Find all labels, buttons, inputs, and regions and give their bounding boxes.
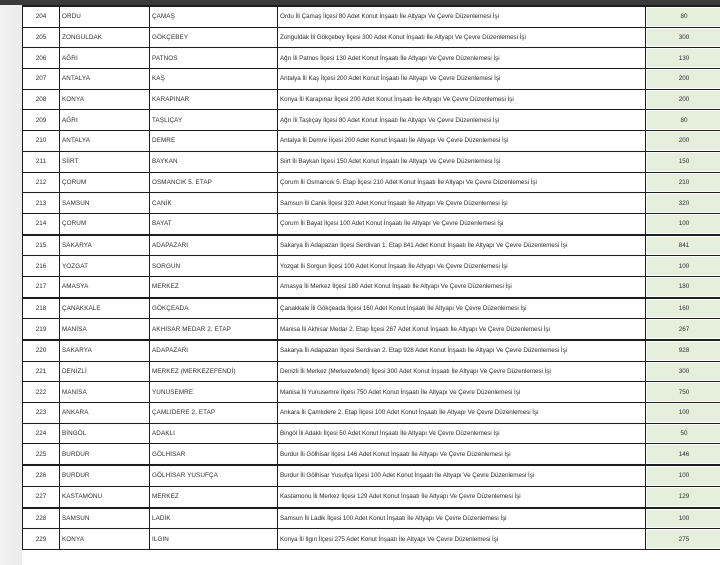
table-body [23,6,720,549]
province-cell: SİİRT [60,151,150,172]
project-description-cell: Amasya İli Merkez İlçesi 180 Adet Konut İnşaatı İle Altyapı Ve Çevre Düzenlemesi İşi [278,276,646,297]
table-row [23,27,720,48]
row-number-cell: 225 [23,444,60,465]
district-cell: AKHİSAR MEDAR 2. ETAP [150,319,278,340]
project-description-cell: Samsun İli Canik İlçesi 320 Adet Konut İnşaatı İle Altyapı Ve Çevre Düzenlemesi İşi [278,193,646,214]
housing-count-cell: 267 [646,319,720,340]
district-cell: OSMANCIK 5. ETAP [150,172,278,193]
table-row [23,131,720,152]
district-cell: MERKEZ [150,276,278,297]
province-cell: KONYA [60,89,150,110]
district-cell: GÖKÇEADA [150,298,278,319]
table-row [23,423,720,444]
housing-count-cell: 200 [646,89,720,110]
housing-count-cell: 150 [646,151,720,172]
province-cell: SAMSUN [60,193,150,214]
province-cell: DENİZLİ [60,361,150,382]
row-number-cell: 212 [23,172,60,193]
row-number-cell: 217 [23,276,60,297]
table-row [23,48,720,69]
row-number-cell: 204 [23,6,60,27]
district-cell: ADAKLI [150,423,278,444]
housing-count-cell: 300 [646,361,720,382]
housing-count-cell: 160 [646,298,720,319]
housing-count-cell: 200 [646,69,720,90]
housing-count-cell: 320 [646,193,720,214]
row-number-cell: 220 [23,340,60,361]
province-cell: ANTALYA [60,69,150,90]
row-number-cell: 219 [23,319,60,340]
table-row [23,319,720,340]
project-description-cell: Ağrı İli Taşlıçay İlçesi 80 Adet Konut İnşaatı İle Altyapı Ve Çevre Düzenlemesi İşi [278,110,646,131]
housing-count-cell: 100 [646,508,720,529]
housing-count-cell: 80 [646,110,720,131]
row-number-cell: 210 [23,131,60,152]
project-description-cell: Antalya İli Kaş İlçesi 200 Adet Konut İnşaatı İle Altyapı Ve Çevre Düzenlemesi İşi [278,69,646,90]
row-number-cell: 213 [23,193,60,214]
province-cell: SAKARYA [60,235,150,256]
district-cell: LADİK [150,508,278,529]
district-cell: CANİK [150,193,278,214]
table-row [23,110,720,131]
row-number-cell: 207 [23,69,60,90]
page-margin [0,5,22,565]
housing-count-cell: 210 [646,172,720,193]
housing-count-cell: 100 [646,403,720,424]
housing-count-cell: 130 [646,48,720,69]
district-cell: MERKEZ [150,486,278,507]
project-description-cell: Konya İli Karapınar İlçesi 200 Adet Konut İnşaatı İle Altyapı Ve Çevre Düzenlemesi İşi [278,89,646,110]
row-number-cell: 209 [23,110,60,131]
project-description-cell: Bingöl İli Adaklı İlçesi 50 Adet Konut İnşaatı İle Altyapı Ve Çevre Düzenlemesi İşi [278,423,646,444]
province-cell: ZONGULDAK [60,27,150,48]
housing-count-cell: 50 [646,423,720,444]
province-cell: MANİSA [60,319,150,340]
row-number-cell: 206 [23,48,60,69]
row-number-cell: 215 [23,235,60,256]
district-cell: DEMRE [150,131,278,152]
row-number-cell: 229 [23,529,60,550]
province-cell: KONYA [60,529,150,550]
table-row [23,361,720,382]
province-cell: ÇORUM [60,172,150,193]
table-row [23,193,720,214]
document-sheet [22,5,720,565]
table-row [23,340,720,361]
table-row [23,213,720,234]
housing-count-cell: 146 [646,444,720,465]
table-row [23,256,720,277]
district-cell: SORGUN [150,256,278,277]
row-number-cell: 211 [23,151,60,172]
table-row [23,89,720,110]
project-description-cell: Denizli İli Merkez (Merkezefendi) İlçesi 300 Adet Konut İnşaatı İle Altyapı Ve Çevre Düzenlemesi İşi [278,361,646,382]
row-number-cell: 205 [23,27,60,48]
province-cell: ÇORUM [60,213,150,234]
province-cell: MANİSA [60,382,150,403]
project-description-cell: Çanakkale İli Gökçeada İlçesi 160 Adet Konut İnşaatı İle Altyapı Ve Çevre Düzenlemesi İşi [278,298,646,319]
district-cell: ADAPAZARI [150,340,278,361]
table-row [23,298,720,319]
housing-count-cell: 750 [646,382,720,403]
province-cell: SAMSUN [60,508,150,529]
table-row [23,444,720,465]
province-cell: ÇANAKKALE [60,298,150,319]
project-description-cell: Çorum İli Osmancık 5. Etap İlçesi 210 Adet Konut İnşaatı İle Altyapı Ve Çevre Düzenlemesi İşi [278,172,646,193]
row-number-cell: 221 [23,361,60,382]
housing-count-cell: 100 [646,256,720,277]
row-number-cell: 223 [23,403,60,424]
district-cell: MERKEZ (MERKEZEFENDİ) [150,361,278,382]
district-cell: GÖKÇEBEY [150,27,278,48]
project-description-cell: Konya İli Ilgın İlçesi 275 Adet Konut İnşaatı İle Altyapı Ve Çevre Düzenlemesi İşi [278,529,646,550]
project-description-cell: Yozgat İli Sorgun İlçesi 100 Adet Konut İnşaatı İle Altyapı Ve Çevre Düzenlemesi İşi [278,256,646,277]
province-cell: AĞRI [60,48,150,69]
housing-count-cell: 129 [646,486,720,507]
table-row [23,151,720,172]
district-cell: YUNUSEMRE [150,382,278,403]
province-cell: SAKARYA [60,340,150,361]
project-description-cell: Burdur İli Gölhisar İlçesi 146 Adet Konut İnşaatı İle Altyapı Ve Çevre Düzenlemesi İşi [278,444,646,465]
row-number-cell: 214 [23,213,60,234]
row-number-cell: 227 [23,486,60,507]
housing-count-cell: 100 [646,213,720,234]
district-cell: TAŞLIÇAY [150,110,278,131]
province-cell: ORDU [60,6,150,27]
housing-count-cell: 275 [646,529,720,550]
project-description-cell: Ankara İli Çamlıdere 2. Etap İlçesi 100 Adet Konut İnşaatı İle Altyapı Ve Çevre Düzenlemesi İşi [278,403,646,424]
project-description-cell: Sakarya İli Adapazarı İlçesi Serdivan 1. Etap 841 Adet Konut İnşaatı İle Altyapı Ve Çevre Düzenlemesi İşi [278,235,646,256]
project-description-cell: Siirt İli Baykan İlçesi 150 Adet Konut İnşaatı İle Altyapı Ve Çevre Düzenlemesi İşi [278,151,646,172]
row-number-cell: 224 [23,423,60,444]
table-row [23,508,720,529]
row-number-cell: 218 [23,298,60,319]
district-cell: ÇAMAŞ [150,6,278,27]
housing-count-cell: 100 [646,465,720,486]
table-row [23,6,720,27]
district-cell: PATNOS [150,48,278,69]
project-description-cell: Manisa İli Akhisar Medar 2. Etap İlçesi 267 Adet Konut İnşaatı İle Altyapı Ve Çevre Düzenlemesi İşi [278,319,646,340]
district-cell: BAYKAN [150,151,278,172]
project-description-cell: Burdur İli Gölhisar Yusufça İlçesi 100 Adet Konut İnşaatı İle Altyapı Ve Çevre Düzenlemesi İşi [278,465,646,486]
row-number-cell: 208 [23,89,60,110]
table-row [23,403,720,424]
row-number-cell: 216 [23,256,60,277]
table-row [23,529,720,550]
housing-count-cell: 80 [646,6,720,27]
table-row [23,69,720,90]
district-cell: GÖLHİSAR YUSUFÇA [150,465,278,486]
province-cell: KASTAMONU [60,486,150,507]
province-cell: ANKARA [60,403,150,424]
district-cell: KAŞ [150,69,278,90]
district-cell: BAYAT [150,213,278,234]
district-cell: ILGIN [150,529,278,550]
housing-count-cell: 180 [646,276,720,297]
housing-projects-table [22,5,720,550]
table-row [23,382,720,403]
province-cell: BURDUR [60,465,150,486]
district-cell: KARAPINAR [150,89,278,110]
province-cell: BİNGÖL [60,423,150,444]
project-description-cell: Samsun İli Ladik İlçesi 100 Adet Konut İnşaatı İle Altyapı Ve Çevre Düzenlemesi İşi [278,508,646,529]
table-row [23,486,720,507]
province-cell: ANTALYA [60,131,150,152]
housing-count-cell: 841 [646,235,720,256]
project-description-cell: Sakarya İli Adapazarı İlçesi Serdivan 2. Etap 928 Adet Konut İnşaatı İle Altyapı Ve Çevre Düzenlemesi İşi [278,340,646,361]
district-cell: ÇAMLIDERE 2. ETAP [150,403,278,424]
province-cell: AĞRI [60,110,150,131]
district-cell: GÖLHİSAR [150,444,278,465]
project-description-cell: Antalya İli Demre İlçesi 200 Adet Konut İnşaatı İle Altyapı Ve Çevre Düzenlemesi İşi [278,131,646,152]
row-number-cell: 222 [23,382,60,403]
province-cell: YOZGAT [60,256,150,277]
project-description-cell: Ağrı İli Patnos İlçesi 130 Adet Konut İnşaatı İle Altyapı Ve Çevre Düzenlemesi İşi [278,48,646,69]
table-row [23,235,720,256]
project-description-cell: Zonguldak İli Gökçebey İlçesi 300 Adet Konut İnşaatı İle Altyapı Ve Çevre Düzenlemesi İşi [278,27,646,48]
housing-count-cell: 200 [646,131,720,152]
table-row [23,172,720,193]
project-description-cell: Çorum İli Bayat İlçesi 100 Adet Konut İnşaatı İle Altyapı Ve Çevre Düzenlemesi İşi [278,213,646,234]
province-cell: BURDUR [60,444,150,465]
row-number-cell: 228 [23,508,60,529]
table-row [23,465,720,486]
housing-count-cell: 300 [646,27,720,48]
row-number-cell: 226 [23,465,60,486]
project-description-cell: Ordu İli Çamaş İlçesi 80 Adet Konut İnşaatı İle Altyapı Ve Çevre Düzenlemesi İşi [278,6,646,27]
housing-count-cell: 928 [646,340,720,361]
province-cell: AMASYA [60,276,150,297]
project-description-cell: Kastamonu İli Merkez İlçesi 129 Adet Konut İnşaatı İle Altyapı Ve Çevre Düzenlemesi İşi [278,486,646,507]
project-description-cell: Manisa İli Yunusemre İlçesi 750 Adet Konut İnşaatı İle Altyapı Ve Çevre Düzenlemesi İşi [278,382,646,403]
table-row [23,276,720,297]
district-cell: ADAPAZARI [150,235,278,256]
